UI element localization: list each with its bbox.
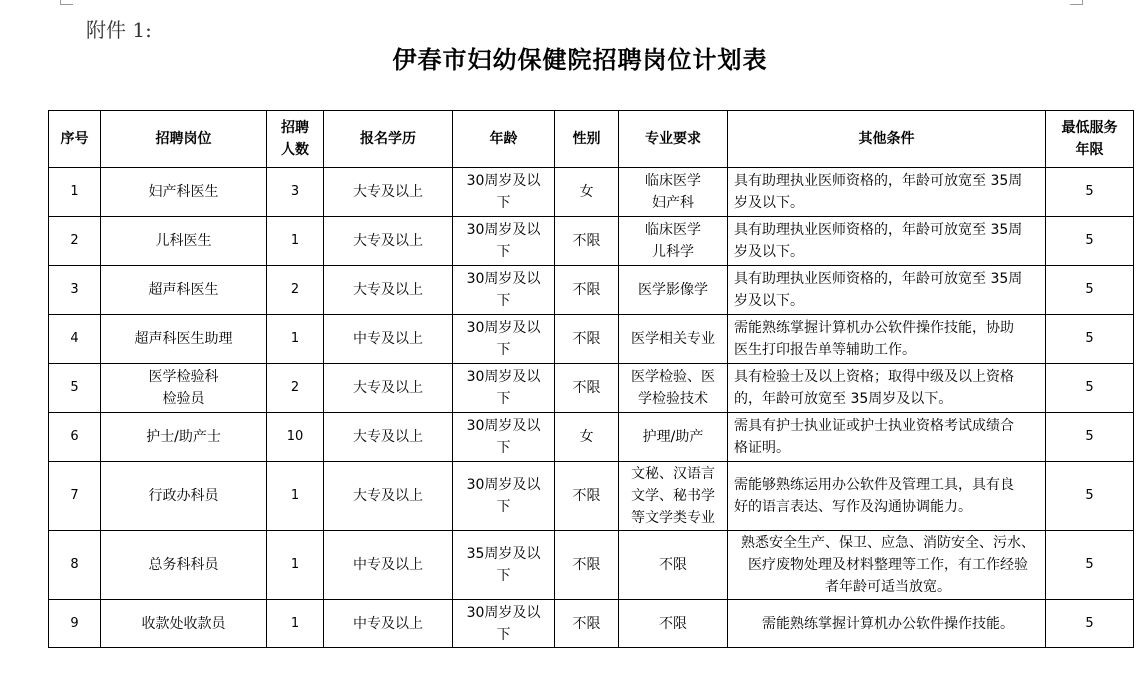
cell-other	[728, 364, 1046, 413]
cell-other	[728, 413, 1046, 462]
cell-count: 2	[267, 364, 324, 413]
cell-position	[101, 413, 267, 462]
cell-index: 4	[49, 315, 101, 364]
cell-other	[728, 217, 1046, 266]
cell-gender: 不限	[555, 364, 619, 413]
table-row	[49, 600, 1134, 648]
cell-gender: 女	[555, 168, 619, 217]
cell-gender: 不限	[555, 266, 619, 315]
cell-age-line: 30周岁及以	[466, 173, 541, 189]
cell-position-line: 超声科医生	[148, 282, 219, 298]
cell-age-line: 30周岁及以	[466, 320, 541, 336]
cell-position-line: 妇产科医生	[148, 184, 219, 200]
cell-other-line: 者年龄可适当放宽。	[825, 579, 951, 595]
cell-index: 1	[49, 168, 101, 217]
cell-age-line: 30周岁及以	[466, 477, 541, 493]
cell-other-line: 岁及以下。	[734, 244, 804, 260]
cell-other-line: 医疗废物处理及材料整理等工作，有工作经验	[748, 557, 1028, 573]
cell-age	[453, 364, 555, 413]
cell-count: 1	[267, 531, 324, 600]
cell-education: 大专及以上	[324, 364, 453, 413]
header-count-line-1: 招聘	[281, 120, 309, 136]
cell-major	[619, 217, 728, 266]
table-row	[49, 168, 1134, 217]
header-age: 年龄	[453, 111, 555, 168]
cell-age-line: 30周岁及以	[466, 369, 541, 385]
header-service-line-2: 年限	[1075, 142, 1104, 158]
cell-major	[619, 531, 728, 600]
cell-count: 1	[267, 217, 324, 266]
cell-count: 1	[267, 315, 324, 364]
cell-age	[453, 600, 555, 648]
cell-age-line: 30周岁及以	[466, 271, 541, 287]
cell-position-line: 儿科医生	[155, 233, 212, 249]
cell-position-line: 行政办科员	[148, 488, 219, 504]
attachment-label: 附件 1:	[86, 18, 152, 42]
table-row	[49, 364, 1134, 413]
cell-position-line: 超声科医生助理	[134, 331, 233, 347]
cell-major	[619, 413, 728, 462]
cell-count: 10	[267, 413, 324, 462]
cell-other-line: 具有助理执业医师资格的，年龄可放宽至 35周	[734, 271, 1023, 287]
cell-age	[453, 462, 555, 531]
cell-age-line: 35周岁及以	[466, 546, 541, 562]
table-row	[49, 315, 1134, 364]
cell-service: 5	[1046, 217, 1134, 266]
header-position: 招聘岗位	[101, 111, 267, 168]
cell-age-line: 下	[496, 568, 511, 584]
cell-position	[101, 531, 267, 600]
cell-gender: 不限	[555, 462, 619, 531]
cell-major-line: 临床医学	[645, 173, 701, 189]
cell-other-line: 岁及以下。	[734, 293, 804, 309]
cell-age	[453, 168, 555, 217]
cell-service: 5	[1046, 168, 1134, 217]
cell-position	[101, 315, 267, 364]
page-corner-mark-left	[60, 0, 73, 5]
cell-age	[453, 217, 555, 266]
cell-position-line: 总务科科员	[148, 557, 219, 573]
cell-other	[728, 266, 1046, 315]
cell-position-line: 护士/助产士	[146, 429, 221, 445]
cell-major-line: 护理/助产	[642, 429, 704, 445]
cell-major-line: 等文学类专业	[631, 510, 715, 526]
cell-major	[619, 462, 728, 531]
cell-other	[728, 600, 1046, 648]
cell-service: 5	[1046, 315, 1134, 364]
table-row	[49, 413, 1134, 462]
cell-major-line: 医学相关专业	[631, 331, 715, 347]
cell-index: 6	[49, 413, 101, 462]
cell-age-line: 下	[496, 293, 511, 309]
cell-education: 大专及以上	[324, 266, 453, 315]
cell-other-line: 具有助理执业医师资格的，年龄可放宽至 35周	[734, 173, 1023, 189]
cell-other	[728, 315, 1046, 364]
cell-major-line: 医学影像学	[638, 282, 708, 298]
cell-gender: 不限	[555, 217, 619, 266]
cell-major-line: 医学检验、医	[631, 369, 715, 385]
cell-education: 中专及以上	[324, 600, 453, 648]
cell-major-line: 文秘、汉语言	[631, 466, 715, 482]
cell-age	[453, 266, 555, 315]
cell-other-line: 需具有护士执业证或护士执业资格考试成绩合	[734, 418, 1014, 434]
cell-education: 大专及以上	[324, 217, 453, 266]
cell-age-line: 下	[496, 626, 511, 643]
cell-index: 2	[49, 217, 101, 266]
cell-count: 2	[267, 266, 324, 315]
cell-service: 5	[1046, 364, 1134, 413]
cell-major-line: 不限	[659, 615, 687, 632]
cell-education: 大专及以上	[324, 462, 453, 531]
cell-age-line: 30周岁及以	[466, 604, 541, 621]
cell-service: 5	[1046, 531, 1134, 600]
cell-other-line: 需能熟练掌握计算机办公软件操作技能。	[762, 615, 1014, 632]
cell-position	[101, 266, 267, 315]
header-service-line-1: 最低服务	[1061, 120, 1118, 136]
cell-major-line: 临床医学	[645, 222, 701, 238]
header-count-line-2: 人数	[281, 142, 309, 158]
table-row	[49, 266, 1134, 315]
cell-service: 5	[1046, 600, 1134, 648]
cell-position	[101, 600, 267, 648]
header-count	[267, 111, 324, 168]
cell-position-line: 检验员	[162, 391, 205, 407]
table-row	[49, 217, 1134, 266]
cell-position-line: 收款处收款员	[141, 615, 226, 632]
recruitment-plan-table	[48, 110, 1134, 648]
cell-gender: 不限	[555, 315, 619, 364]
table-row	[49, 531, 1134, 600]
cell-service: 5	[1046, 462, 1134, 531]
cell-education: 大专及以上	[324, 413, 453, 462]
cell-major-line: 妇产科	[652, 195, 694, 211]
cell-education: 中专及以上	[324, 531, 453, 600]
cell-age-line: 下	[496, 391, 511, 407]
cell-age-line: 下	[496, 244, 511, 260]
cell-other-line: 医生打印报告单等辅助工作。	[734, 342, 916, 358]
cell-education: 大专及以上	[324, 168, 453, 217]
cell-age	[453, 531, 555, 600]
cell-gender: 女	[555, 413, 619, 462]
cell-count: 1	[267, 600, 324, 648]
cell-age-line: 30周岁及以	[466, 222, 541, 238]
cell-other	[728, 168, 1046, 217]
cell-major-line: 儿科学	[652, 244, 694, 260]
cell-major	[619, 315, 728, 364]
cell-age-line: 下	[496, 499, 511, 515]
cell-age-line: 下	[496, 440, 511, 456]
cell-count: 1	[267, 462, 324, 531]
cell-position	[101, 168, 267, 217]
cell-age-line: 下	[496, 342, 511, 358]
cell-major	[619, 266, 728, 315]
header-major: 专业要求	[619, 111, 728, 168]
cell-other-line: 熟悉安全生产、保卫、应急、消防安全、污水、	[741, 535, 1035, 551]
page-corner-mark-right	[1070, 0, 1083, 5]
table-row	[49, 462, 1134, 531]
page-title: 伊春市妇幼保健院招聘岗位计划表	[392, 45, 768, 74]
cell-age-line: 30周岁及以	[466, 418, 541, 434]
cell-major-line: 文学、秘书学	[631, 488, 715, 504]
cell-age	[453, 413, 555, 462]
cell-education: 中专及以上	[324, 315, 453, 364]
cell-age	[453, 315, 555, 364]
header-gender: 性别	[555, 111, 619, 168]
cell-major	[619, 600, 728, 648]
cell-other-line: 好的语言表达、写作及沟通协调能力。	[734, 499, 972, 515]
cell-index: 8	[49, 531, 101, 600]
cell-other-line: 岁及以下。	[734, 195, 804, 211]
cell-major-line: 学检验技术	[638, 391, 708, 407]
cell-major-line: 不限	[659, 557, 687, 573]
cell-other-line: 具有检验士及以上资格；取得中级及以上资格	[734, 369, 1014, 385]
cell-major	[619, 364, 728, 413]
cell-position	[101, 364, 267, 413]
cell-major	[619, 168, 728, 217]
header-other: 其他条件	[728, 111, 1046, 168]
cell-index: 7	[49, 462, 101, 531]
table-header-row	[49, 111, 1134, 168]
cell-service: 5	[1046, 413, 1134, 462]
header-index: 序号	[49, 111, 101, 168]
cell-index: 5	[49, 364, 101, 413]
cell-other-line: 需能熟练掌握计算机办公软件操作技能，协助	[734, 320, 1014, 336]
cell-index: 3	[49, 266, 101, 315]
cell-index: 9	[49, 600, 101, 648]
cell-position	[101, 217, 267, 266]
cell-position	[101, 462, 267, 531]
header-service	[1046, 111, 1134, 168]
header-education: 报名学历	[324, 111, 453, 168]
cell-other-line: 格证明。	[734, 440, 790, 456]
cell-other-line: 的，年龄可放宽至 35周岁及以下。	[734, 391, 953, 407]
cell-count: 3	[267, 168, 324, 217]
cell-service: 5	[1046, 266, 1134, 315]
cell-gender: 不限	[555, 531, 619, 600]
cell-other-line: 具有助理执业医师资格的，年龄可放宽至 35周	[734, 222, 1023, 238]
cell-gender: 不限	[555, 600, 619, 648]
cell-age-line: 下	[496, 195, 511, 211]
cell-position-line: 医学检验科	[148, 369, 219, 385]
cell-other	[728, 531, 1046, 600]
cell-other-line: 需能够熟练运用办公软件及管理工具，具有良	[734, 477, 1014, 493]
cell-other	[728, 462, 1046, 531]
